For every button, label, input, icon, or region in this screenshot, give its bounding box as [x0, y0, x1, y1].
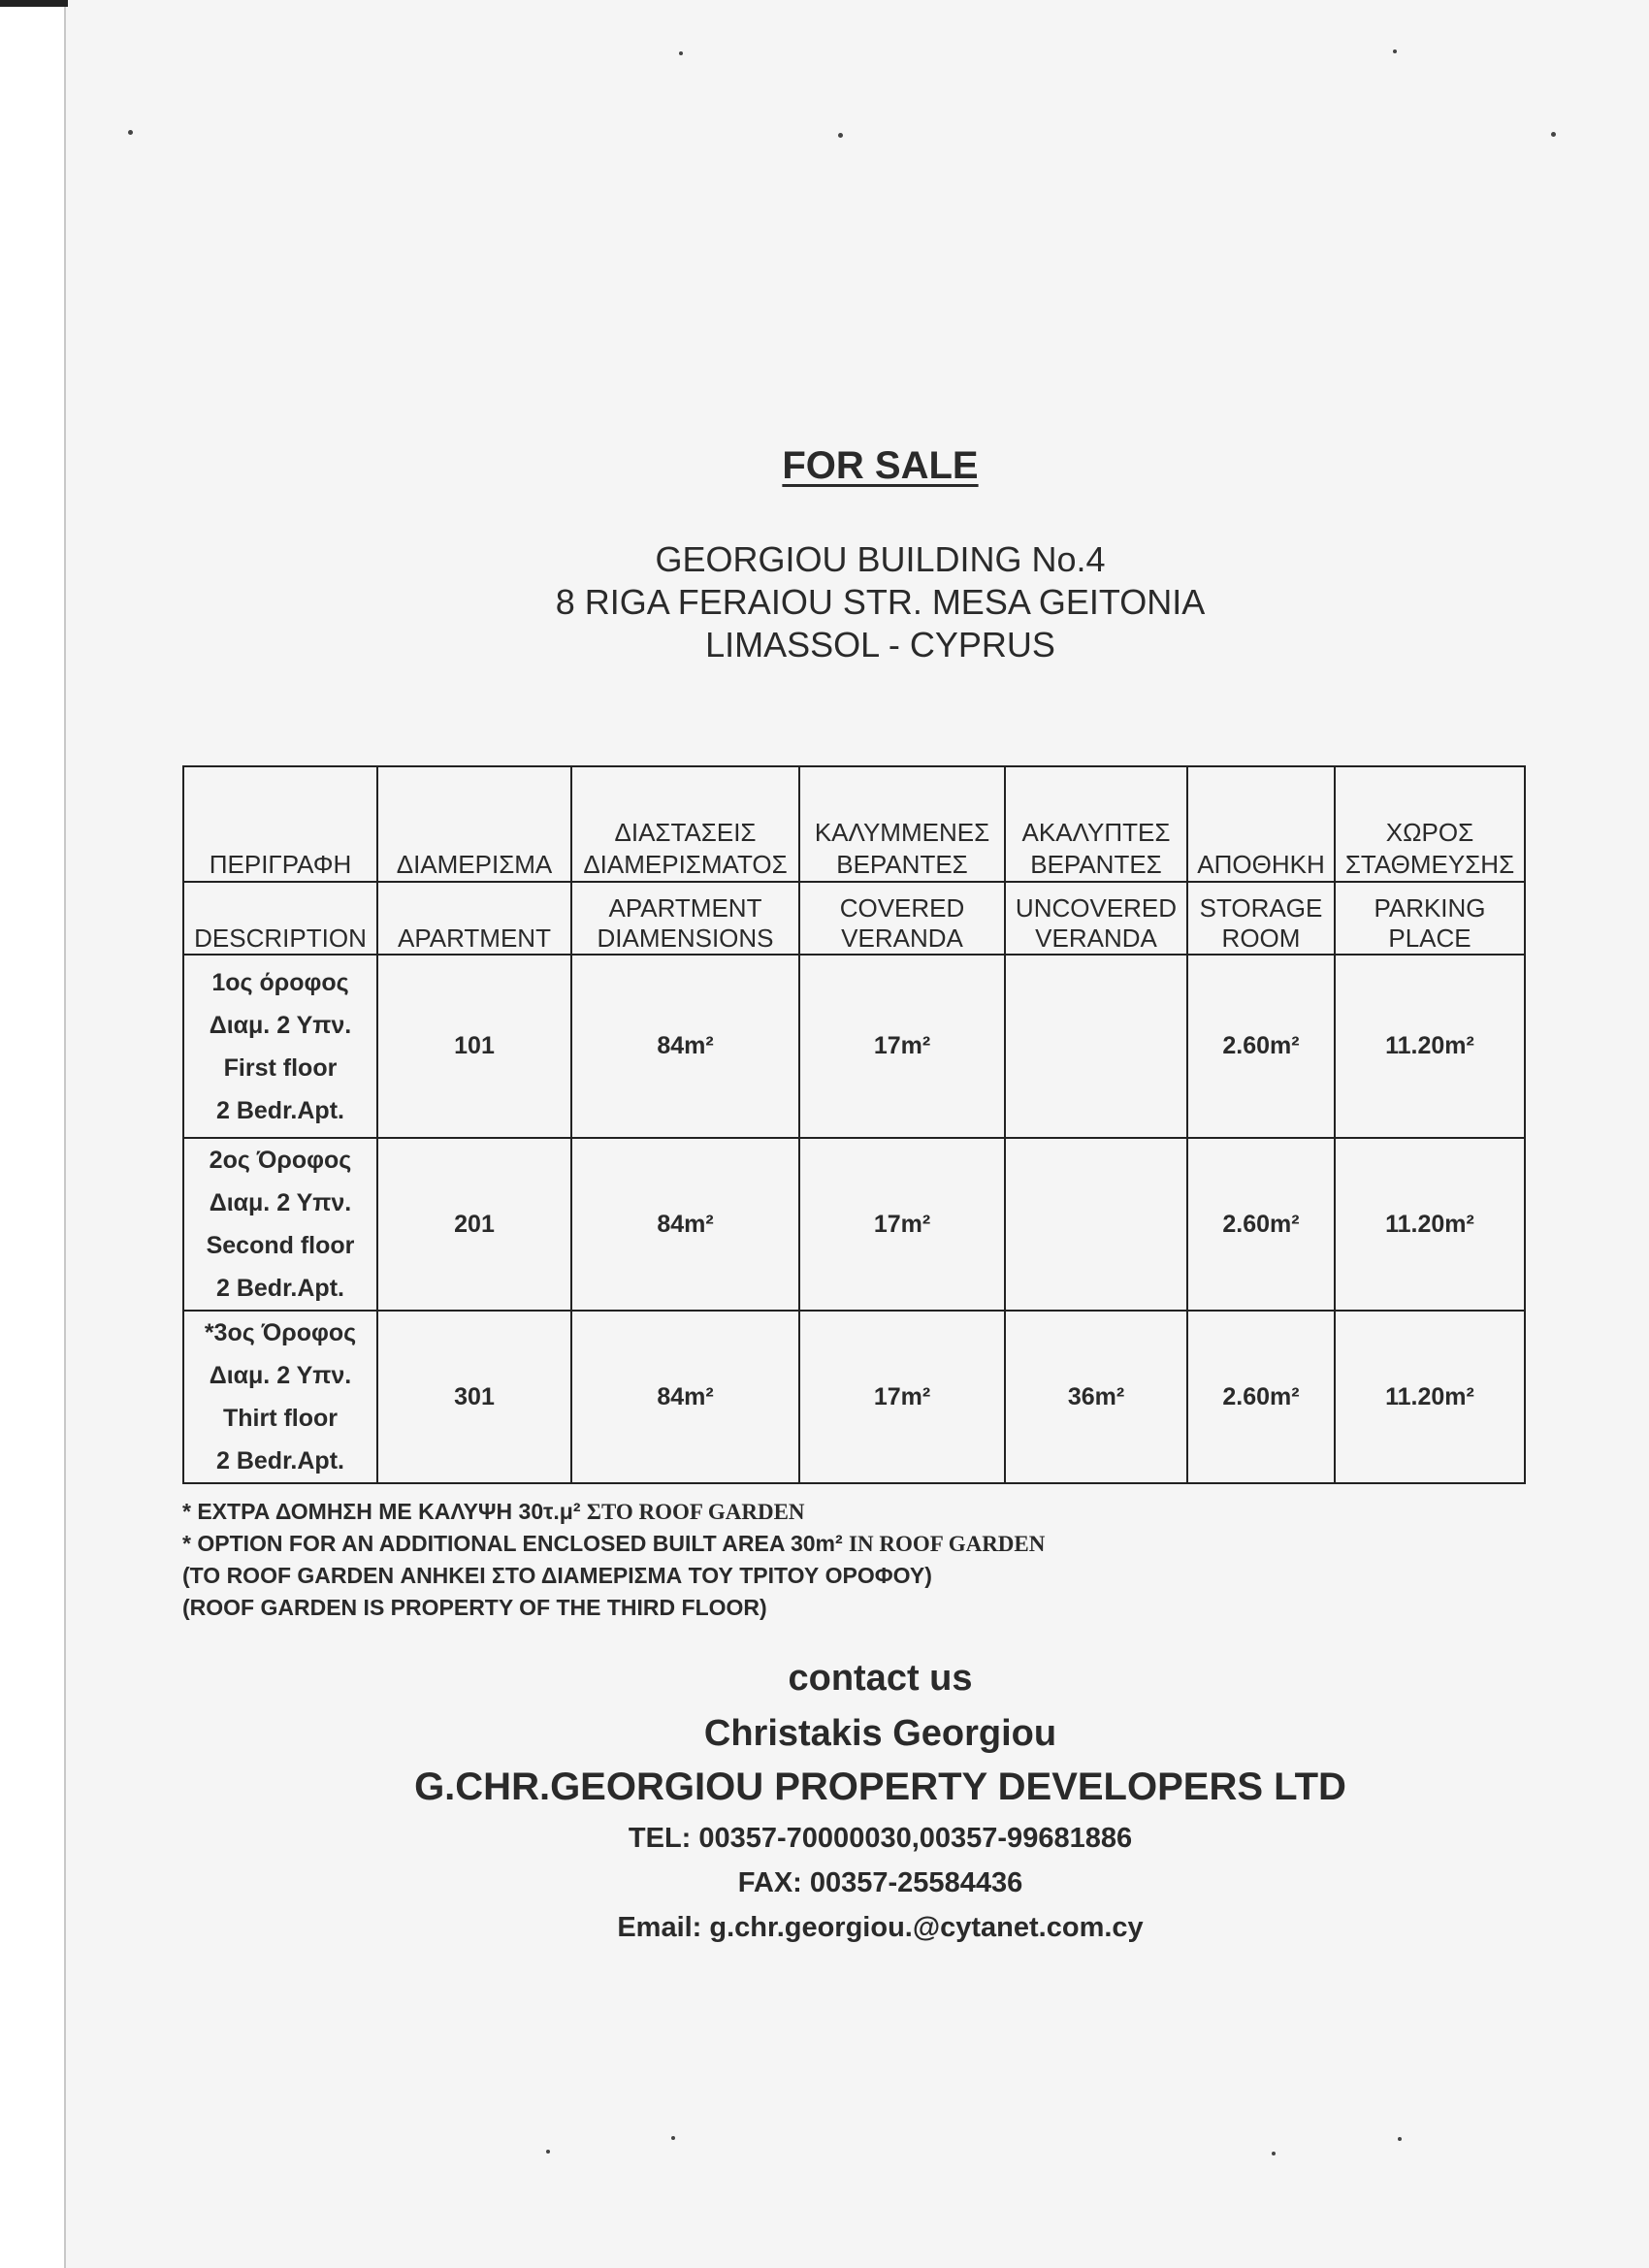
- apartment-cell: 301: [377, 1311, 571, 1483]
- footnote-greek-roof-garden: (ΤΟ ROOF GARDEN ΑΝΗΚΕΙ ΣΤΟ ΔΙΑΜΕΡΙΣΜΑ ΤΟΥ ΤΡΙΤΟΥ ΟΡΟΦΟΥ): [182, 1563, 932, 1588]
- contact-block: [0, 1649, 1649, 1948]
- parking-cell: 11.20m²: [1335, 1138, 1525, 1311]
- scan-corner-mark: [0, 0, 68, 7]
- footnotes: [182, 1496, 1045, 1624]
- header-cell: PARKING PLACE: [1335, 882, 1525, 955]
- storage-cell: 2.60m²: [1187, 1138, 1335, 1311]
- header-cell: ΧΩΡΟΣ ΣΤΑΘΜΕΥΣΗΣ: [1335, 766, 1525, 882]
- header-cell: UNCOVERED VERANDA: [1005, 882, 1187, 955]
- scan-speck: [838, 133, 843, 138]
- address-line-city: LIMASSOL - CYPRUS: [705, 625, 1055, 664]
- footnote-english-roof-garden: (ROOF GARDEN IS PROPERTY OF THE THIRD FLOOR): [182, 1595, 767, 1620]
- storage-cell: 2.60m²: [1187, 955, 1335, 1138]
- header-cell: STORAGE ROOM: [1187, 882, 1335, 955]
- table-row: [183, 955, 1525, 1138]
- apartments-table: [182, 765, 1526, 1484]
- parking-cell: 11.20m²: [1335, 955, 1525, 1138]
- uncovered-veranda-cell: 36m²: [1005, 1311, 1187, 1483]
- scan-speck: [1398, 2137, 1402, 2141]
- header-cell: APARTMENT DIAMENSIONS: [571, 882, 799, 955]
- table-row: [183, 1138, 1525, 1311]
- footnote-greek-extra-building: * ΕΧΤΡΑ ΔΟΜΗΣΗ ΜΕ ΚΑΛΥΨΗ 30τ.μ² ΣΤΟ ROOF GARDEN: [182, 1499, 805, 1524]
- address-line-street: 8 RIGA FERAIOU STR. MESA GEITONIA: [555, 582, 1206, 622]
- parking-cell: 11.20m²: [1335, 1311, 1525, 1483]
- description-cell: 2ος Όροφος Διαμ. 2 Υπν. Second floor 2 Bedr.Apt.: [183, 1138, 377, 1311]
- storage-cell: 2.60m²: [1187, 1311, 1335, 1483]
- contact-heading: contact us: [788, 1658, 973, 1699]
- scan-speck: [128, 130, 133, 135]
- table-row: [183, 1311, 1525, 1483]
- scan-speck: [546, 2150, 550, 2154]
- header-cell: ΔΙΑΜΕΡΙΣΜΑ: [377, 766, 571, 882]
- covered-veranda-cell: 17m²: [799, 1311, 1005, 1483]
- uncovered-veranda-cell: [1005, 1138, 1187, 1311]
- company-name: G.CHR.GEORGIOU PROPERTY DEVELOPERS LTD: [414, 1766, 1346, 1808]
- dimensions-cell: 84m²: [571, 955, 799, 1138]
- scan-speck: [1272, 2152, 1276, 2155]
- covered-veranda-cell: 17m²: [799, 955, 1005, 1138]
- description-cell: 1ος όροφος Διαμ. 2 Υπν. First floor 2 Bedr.Apt.: [183, 955, 377, 1138]
- dimensions-cell: 84m²: [571, 1138, 799, 1311]
- header-cell: COVERED VERANDA: [799, 882, 1005, 955]
- address-line-building: GEORGIOU BUILDING No.4: [655, 539, 1106, 579]
- contact-fax: FAX: 00357-25584436: [737, 1867, 1023, 1898]
- header-cell: ΚΑΛΥΜΜΕΝΕΣ ΒΕΡΑΝΤΕΣ: [799, 766, 1005, 882]
- contact-email: Email: g.chr.georgiou.@cytanet.com.cy: [617, 1912, 1144, 1943]
- contact-name: Christakis Georgiou: [703, 1713, 1057, 1754]
- header-cell: ΔΙΑΣΤΑΣΕΙΣ ΔΙΑΜΕΡΙΣΜΑΤΟΣ: [571, 766, 799, 882]
- header-cell: ΠΕΡΙΓΡΑΦΗ: [183, 766, 377, 882]
- scan-speck: [1393, 49, 1397, 53]
- header-cell: DESCRIPTION: [183, 882, 377, 955]
- scan-speck: [679, 51, 683, 55]
- footnote-english-option: * OPTION FOR AN ADDITIONAL ENCLOSED BUILT AREA 30m² IN ROOF GARDEN: [182, 1531, 1046, 1556]
- uncovered-veranda-cell: [1005, 955, 1187, 1138]
- apartment-cell: 201: [377, 1138, 571, 1311]
- contact-phone: TEL: 00357-70000030,00357-99681886: [628, 1823, 1133, 1854]
- header-cell: ΑΠΟΘΗΚΗ: [1187, 766, 1335, 882]
- header-row-english: [183, 882, 1525, 955]
- dimensions-cell: 84m²: [571, 1311, 799, 1483]
- building-address: [0, 538, 1649, 666]
- header-row-greek: [183, 766, 1525, 882]
- header-cell: APARTMENT: [377, 882, 571, 955]
- covered-veranda-cell: 17m²: [799, 1138, 1005, 1311]
- description-cell: *3ος Όροφος Διαμ. 2 Υπν. Thirt floor 2 Bedr.Apt.: [183, 1311, 377, 1483]
- scan-speck: [671, 2136, 675, 2140]
- scan-speck: [1551, 132, 1556, 137]
- apartment-cell: 101: [377, 955, 571, 1138]
- header-cell: ΑΚΑΛΥΠΤΕΣ ΒΕΡΑΝΤΕΣ: [1005, 766, 1187, 882]
- page-title: FOR SALE: [782, 444, 979, 487]
